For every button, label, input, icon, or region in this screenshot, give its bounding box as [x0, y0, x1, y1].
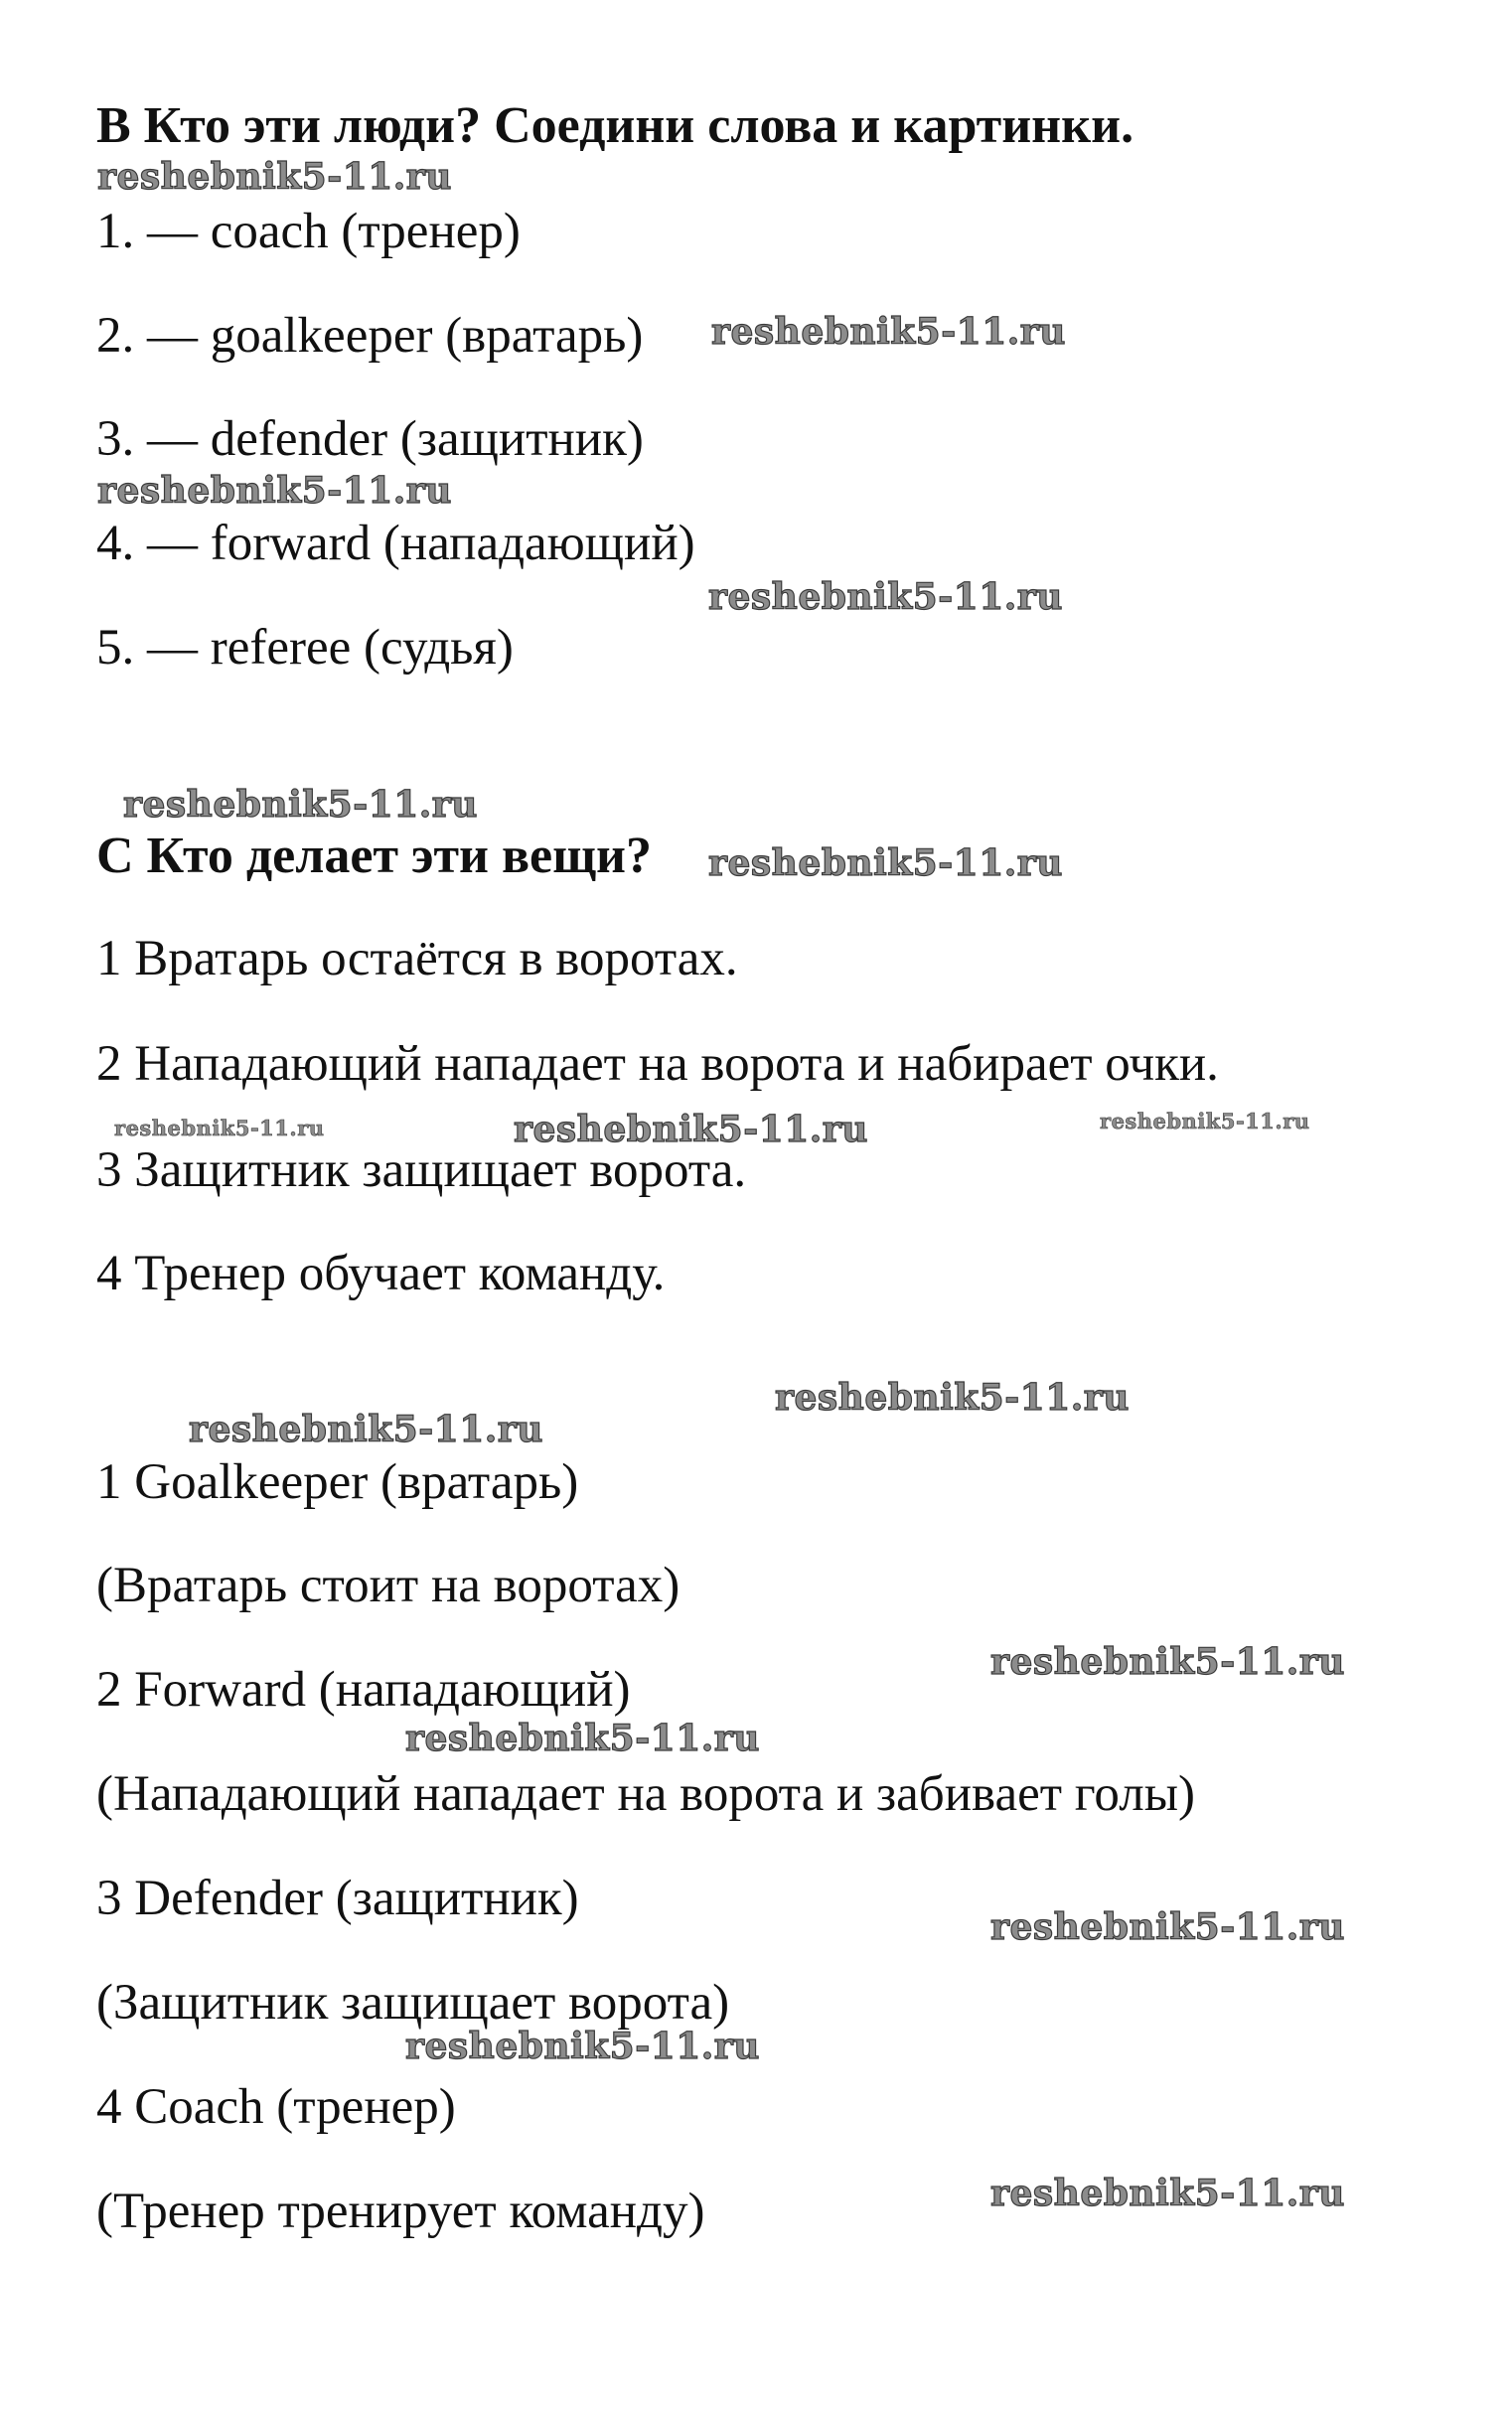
watermark: reshebnik5-11.ru: [990, 2173, 1345, 2214]
answer-3-role: 3 Defender (защитник): [96, 1871, 579, 1926]
section-c-item-4: 4 Тренер обучает команду.: [96, 1246, 666, 1301]
section-c-item-3: 3 Защитник защищает ворота.: [96, 1142, 747, 1198]
answer-2-role: 2 Forward (нападающий): [96, 1662, 631, 1718]
section-b-item-4: 4. — forward (нападающий): [96, 516, 695, 571]
watermark: reshebnik5-11.ru: [189, 1409, 543, 1450]
watermark: reshebnik5-11.ru: [708, 842, 1063, 884]
answer-3-explanation: (Защитник защищает ворота): [96, 1975, 730, 2031]
section-b-item-2: 2. — goalkeeper (вратарь): [96, 308, 644, 364]
watermark: reshebnik5-11.ru: [114, 1116, 325, 1140]
section-c-title: C Кто делает эти вещи?: [96, 828, 652, 884]
watermark: reshebnik5-11.ru: [514, 1109, 868, 1150]
watermark: reshebnik5-11.ru: [405, 2026, 760, 2067]
answer-2-explanation: (Нападающий нападает на ворота и забивает голы): [96, 1766, 1195, 1822]
watermark: reshebnik5-11.ru: [123, 784, 478, 826]
section-b-item-3: 3. — defender (защитник): [96, 411, 644, 467]
watermark: reshebnik5-11.ru: [1100, 1109, 1310, 1133]
section-c-item-1: 1 Вратарь остаётся в воротах.: [96, 931, 738, 986]
section-b-item-5: 5. — referee (судья): [96, 620, 514, 676]
section-b-title: B Кто эти люди? Соедини слова и картинки.: [96, 97, 1134, 154]
watermark: reshebnik5-11.ru: [97, 156, 452, 198]
watermark: reshebnik5-11.ru: [990, 1906, 1345, 1948]
answer-1-role: 1 Goalkeeper (вратарь): [96, 1454, 579, 1510]
watermark: reshebnik5-11.ru: [708, 576, 1063, 618]
answer-4-explanation: (Тренер тренирует команду): [96, 2184, 705, 2239]
watermark: reshebnik5-11.ru: [97, 470, 452, 512]
answer-4-role: 4 Coach (тренер): [96, 2079, 456, 2135]
watermark: reshebnik5-11.ru: [405, 1718, 760, 1759]
section-b-item-1: 1. — coach (тренер): [96, 204, 521, 259]
watermark: reshebnik5-11.ru: [990, 1641, 1345, 1683]
watermark: reshebnik5-11.ru: [711, 311, 1066, 353]
section-c-item-2: 2 Нападающий нападает на ворота и набирает очки.: [96, 1036, 1219, 1092]
watermark: reshebnik5-11.ru: [775, 1377, 1130, 1419]
answer-1-explanation: (Вратарь стоит на воротах): [96, 1558, 680, 1613]
